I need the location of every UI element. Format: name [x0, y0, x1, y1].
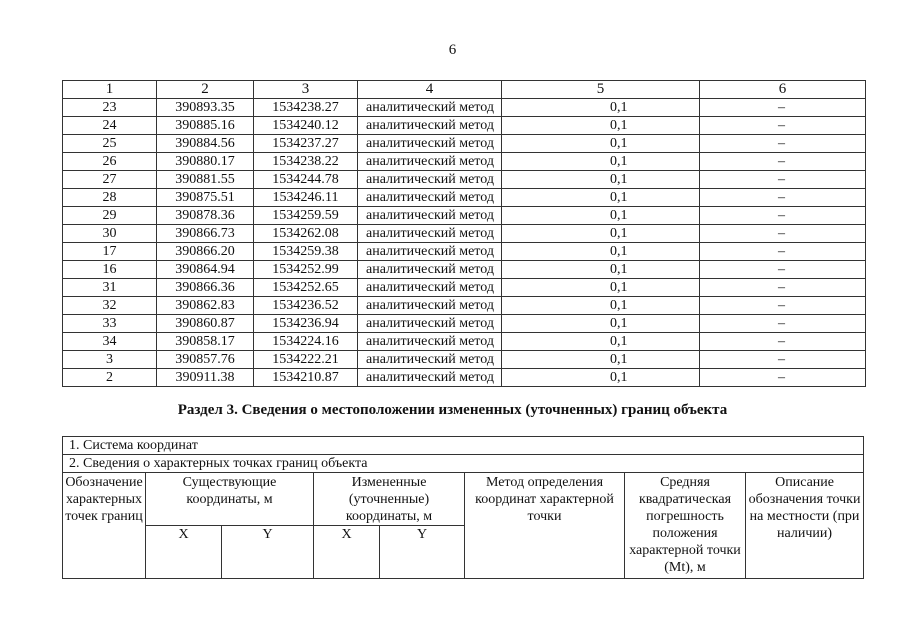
changed-boundaries-table: [62, 436, 864, 579]
description-cell: –: [700, 369, 866, 387]
point-number-cell: 26: [63, 153, 157, 171]
column-number-1: 1: [63, 81, 157, 99]
error-cell: 0,1: [502, 225, 700, 243]
section-3-title: Раздел 3. Сведения о местоположении измененных (уточненных) границ объекта: [177, 402, 728, 418]
point-number-cell: 30: [63, 225, 157, 243]
method-cell: аналитический метод: [358, 153, 502, 171]
method-cell: аналитический метод: [358, 207, 502, 225]
error-cell: 0,1: [502, 117, 700, 135]
description-cell: –: [700, 135, 866, 153]
method-cell: аналитический метод: [358, 243, 502, 261]
table-row: [63, 297, 866, 315]
table-row: [63, 99, 866, 117]
y-coord-cell: 1534240.12: [254, 117, 358, 135]
error-cell: 0,1: [502, 351, 700, 369]
description-cell: –: [700, 189, 866, 207]
method-cell: аналитический метод: [358, 297, 502, 315]
point-number-cell: 29: [63, 207, 157, 225]
point-number-cell: 33: [63, 315, 157, 333]
table-row: [63, 207, 866, 225]
x-coord-cell: 390911.38: [157, 369, 254, 387]
method-cell: аналитический метод: [358, 225, 502, 243]
x-coord-cell: 390884.56: [157, 135, 254, 153]
page-number: 6: [448, 42, 457, 58]
x-coord-cell: 390860.87: [157, 315, 254, 333]
point-number-cell: 27: [63, 171, 157, 189]
description-cell: –: [700, 171, 866, 189]
coordinates-table: [62, 80, 866, 387]
x-coord-cell: 390866.20: [157, 243, 254, 261]
table-row: [63, 333, 866, 351]
description-header: Описание обозначения точки на местности (при наличии): [746, 473, 864, 579]
y-coord-cell: 1534262.08: [254, 225, 358, 243]
method-cell: аналитический метод: [358, 333, 502, 351]
point-number-cell: 34: [63, 333, 157, 351]
y-coord-cell: 1534238.27: [254, 99, 358, 117]
method-cell: аналитический метод: [358, 369, 502, 387]
description-cell: –: [700, 261, 866, 279]
column-number-6: 6: [700, 81, 866, 99]
error-cell: 0,1: [502, 297, 700, 315]
table-row: [63, 135, 866, 153]
column-number-3: 3: [254, 81, 358, 99]
table-row: [63, 261, 866, 279]
existing-y-header: Y: [222, 526, 314, 579]
column-number-4: 4: [358, 81, 502, 99]
changed-x-header: X: [314, 526, 380, 579]
y-coord-cell: 1534210.87: [254, 369, 358, 387]
x-coord-cell: 390862.83: [157, 297, 254, 315]
existing-coords-header: Существующие координаты, м: [146, 473, 314, 526]
error-cell: 0,1: [502, 243, 700, 261]
y-coord-cell: 1534236.52: [254, 297, 358, 315]
method-header: Метод определения координат характерной точки: [465, 473, 625, 579]
x-coord-cell: 390864.94: [157, 261, 254, 279]
description-cell: –: [700, 297, 866, 315]
point-number-cell: 32: [63, 297, 157, 315]
method-cell: аналитический метод: [358, 117, 502, 135]
column-number-5: 5: [502, 81, 700, 99]
method-cell: аналитический метод: [358, 99, 502, 117]
error-cell: 0,1: [502, 99, 700, 117]
x-coord-cell: 390878.36: [157, 207, 254, 225]
designation-header: Обозначение характерных точек границ: [63, 473, 146, 579]
point-number-cell: 23: [63, 99, 157, 117]
description-cell: –: [700, 207, 866, 225]
point-number-cell: 2: [63, 369, 157, 387]
method-cell: аналитический метод: [358, 171, 502, 189]
error-cell: 0,1: [502, 315, 700, 333]
y-coord-cell: 1534222.21: [254, 351, 358, 369]
error-cell: 0,1: [502, 171, 700, 189]
method-cell: аналитический метод: [358, 189, 502, 207]
description-cell: –: [700, 279, 866, 297]
changed-coords-header: Измененные (уточненные) координаты, м: [314, 473, 465, 526]
table-row: [63, 153, 866, 171]
changed-y-header: Y: [380, 526, 465, 579]
point-number-cell: 28: [63, 189, 157, 207]
x-coord-cell: 390881.55: [157, 171, 254, 189]
boundary-points-row: 2. Сведения о характерных точках границ объекта: [63, 455, 864, 473]
error-cell: 0,1: [502, 279, 700, 297]
point-number-cell: 16: [63, 261, 157, 279]
method-cell: аналитический метод: [358, 135, 502, 153]
point-number-cell: 31: [63, 279, 157, 297]
x-coord-cell: 390875.51: [157, 189, 254, 207]
x-coord-cell: 390857.76: [157, 351, 254, 369]
point-number-cell: 25: [63, 135, 157, 153]
existing-x-header: X: [146, 526, 222, 579]
y-coord-cell: 1534236.94: [254, 315, 358, 333]
point-number-cell: 24: [63, 117, 157, 135]
table-row: [63, 225, 866, 243]
description-cell: –: [700, 333, 866, 351]
point-number-cell: 3: [63, 351, 157, 369]
table-row: [63, 243, 866, 261]
column-number-2: 2: [157, 81, 254, 99]
x-coord-cell: 390893.35: [157, 99, 254, 117]
error-cell: 0,1: [502, 369, 700, 387]
table-row: [63, 351, 866, 369]
x-coord-cell: 390885.16: [157, 117, 254, 135]
y-coord-cell: 1534259.59: [254, 207, 358, 225]
y-coord-cell: 1534246.11: [254, 189, 358, 207]
table-row: [63, 117, 866, 135]
error-cell: 0,1: [502, 135, 700, 153]
error-header: Средняя квадратическая погрешность положения характерной точки (Mt), м: [625, 473, 746, 579]
error-cell: 0,1: [502, 261, 700, 279]
error-cell: 0,1: [502, 333, 700, 351]
description-cell: –: [700, 99, 866, 117]
table-header-row: [63, 81, 866, 99]
description-cell: –: [700, 153, 866, 171]
method-cell: аналитический метод: [358, 351, 502, 369]
description-cell: –: [700, 117, 866, 135]
x-coord-cell: 390866.73: [157, 225, 254, 243]
table-row: [63, 315, 866, 333]
coordinate-system-row: 1. Система координат: [63, 437, 864, 455]
x-coord-cell: 390866.36: [157, 279, 254, 297]
x-coord-cell: 390858.17: [157, 333, 254, 351]
error-cell: 0,1: [502, 153, 700, 171]
error-cell: 0,1: [502, 207, 700, 225]
description-cell: –: [700, 315, 866, 333]
y-coord-cell: 1534224.16: [254, 333, 358, 351]
description-cell: –: [700, 225, 866, 243]
y-coord-cell: 1534259.38: [254, 243, 358, 261]
y-coord-cell: 1534252.65: [254, 279, 358, 297]
table-row: [63, 369, 866, 387]
y-coord-cell: 1534252.99: [254, 261, 358, 279]
method-cell: аналитический метод: [358, 261, 502, 279]
x-coord-cell: 390880.17: [157, 153, 254, 171]
table-row: [63, 279, 866, 297]
y-coord-cell: 1534244.78: [254, 171, 358, 189]
y-coord-cell: 1534238.22: [254, 153, 358, 171]
method-cell: аналитический метод: [358, 279, 502, 297]
description-cell: –: [700, 351, 866, 369]
description-cell: –: [700, 243, 866, 261]
point-number-cell: 17: [63, 243, 157, 261]
method-cell: аналитический метод: [358, 315, 502, 333]
table-row: [63, 171, 866, 189]
table-row: [63, 189, 866, 207]
y-coord-cell: 1534237.27: [254, 135, 358, 153]
error-cell: 0,1: [502, 189, 700, 207]
